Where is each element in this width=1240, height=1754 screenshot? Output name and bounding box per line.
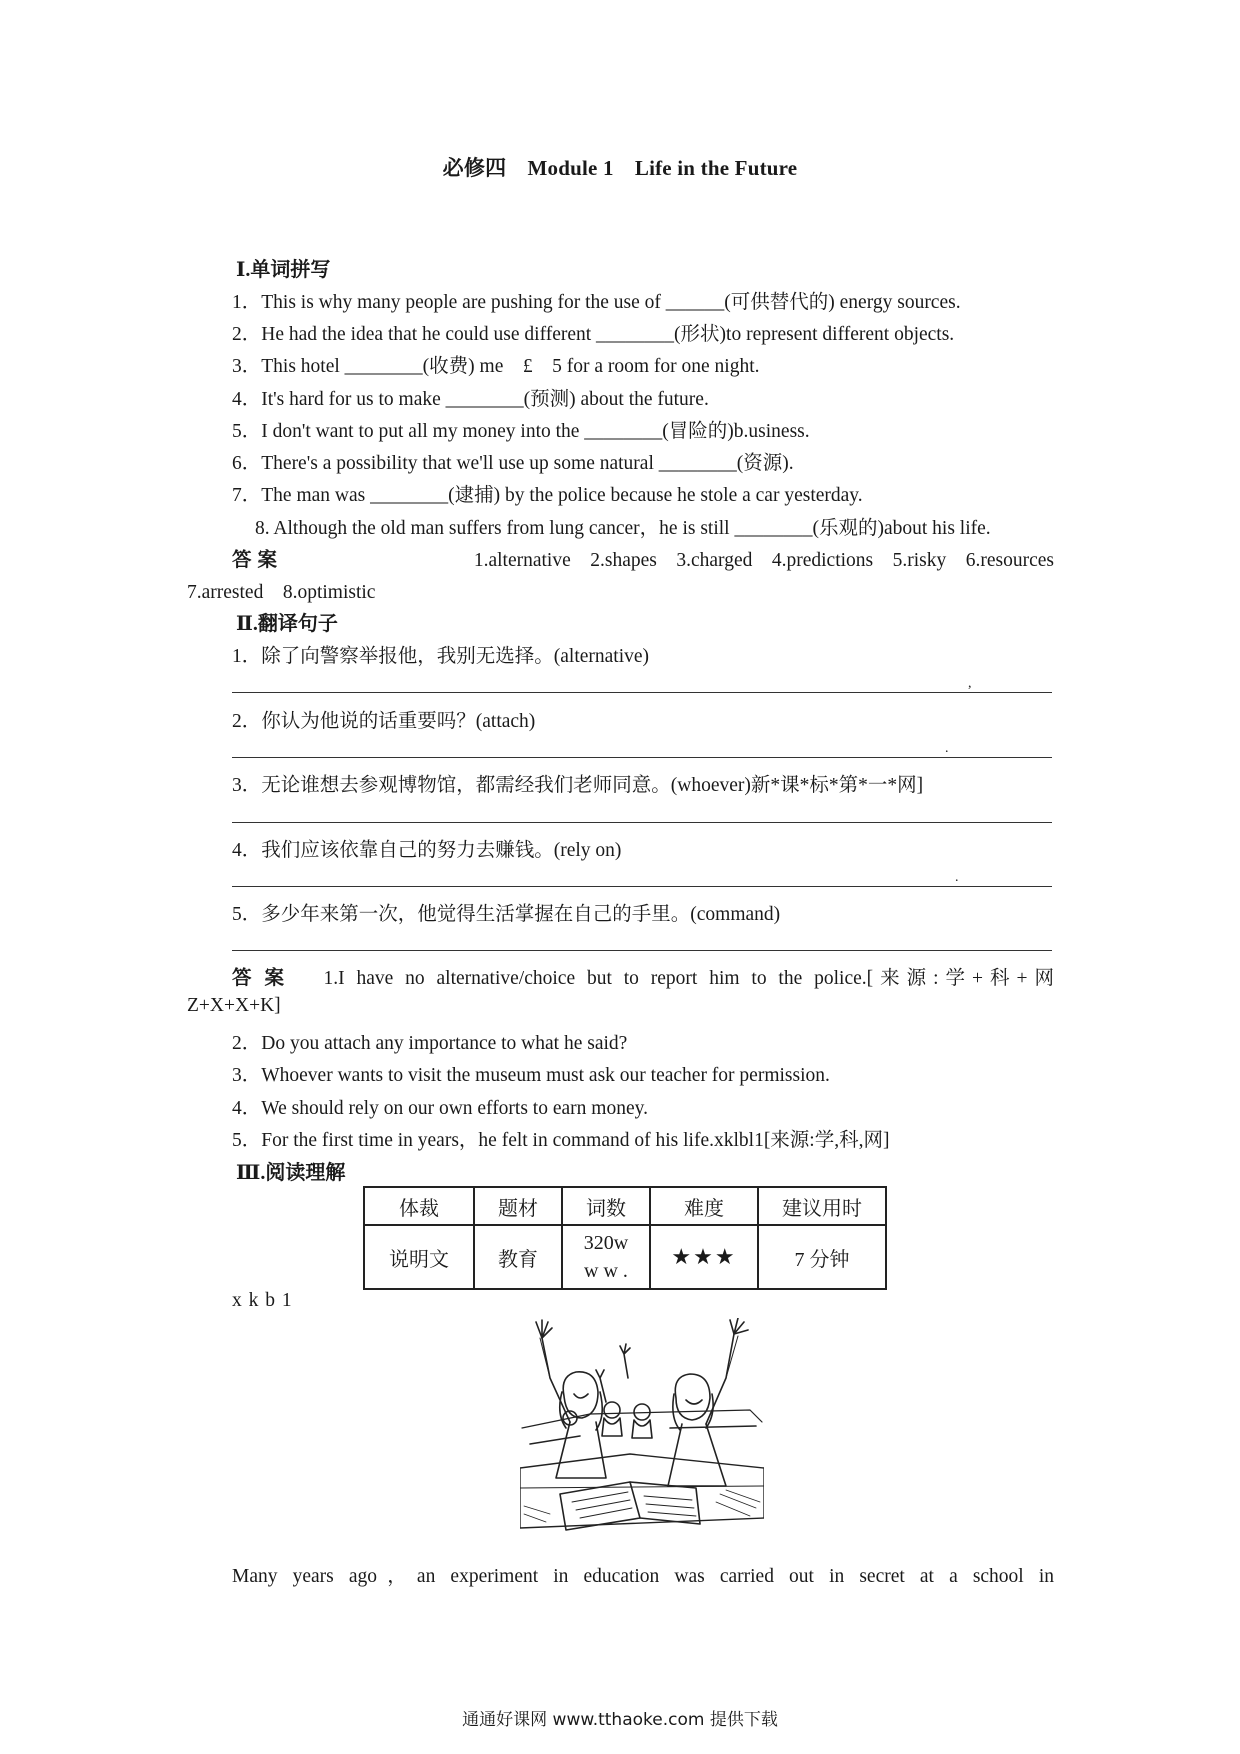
section-heading-translation: Ⅱ.翻译句子 xyxy=(236,613,338,635)
section-heading-reading: Ⅲ.阅读理解 xyxy=(236,1162,346,1184)
line-mark: . xyxy=(945,741,949,756)
spelling-item-6: 6．There's a possibility that we'll use up some natural ________(资源). xyxy=(232,453,794,474)
table-header: 建议用时 xyxy=(758,1187,886,1225)
difficulty-stars: ★★★ xyxy=(650,1225,758,1289)
word-count-cell xyxy=(562,1225,650,1289)
answer-line-1 xyxy=(232,692,1052,693)
passage-first-line: Many years ago，an experiment in education was carried out in secret at a school in xyxy=(232,1566,1054,1587)
answer-line-2 xyxy=(232,757,1052,758)
table-header: 题材 xyxy=(474,1187,562,1225)
spelling-item-7: 7．The man was ________(逮捕) by the police because he stole a car yesterday. xyxy=(232,485,863,506)
answer-line-3 xyxy=(232,822,1052,823)
word-count-value: 320w xyxy=(583,1232,629,1254)
time-cell: 7 分钟 xyxy=(758,1225,886,1289)
classroom-illustration xyxy=(520,1318,764,1536)
page-footer: 通通好课网 www.tthaoke.com 提供下载 xyxy=(462,1710,778,1730)
spelling-answer-line-2: 7.arrested 8.optimistic xyxy=(187,582,376,603)
translation-answer-1-cont: Z+X+X+K] xyxy=(187,995,281,1016)
translation-answer-3: 3．Whoever wants to visit the museum must ask our teacher for permission. xyxy=(232,1065,830,1086)
spelling-answer-line: 1.alternative 2.shapes 3.charged 4.predictions 5.risky 6.resources xyxy=(473,550,1054,571)
spelling-item-8: 8. Although the old man suffers from lung cancer，he is still ________(乐观的)about his life. xyxy=(255,518,991,539)
translation-answer-2: 2．Do you attach any importance to what he said? xyxy=(232,1033,628,1054)
spelling-answers xyxy=(232,544,1054,572)
table-header: 体裁 xyxy=(364,1187,474,1225)
reading-info-table xyxy=(363,1186,887,1290)
translation-answer-4: 4．We should rely on our own efforts to earn money. xyxy=(232,1098,648,1119)
answer-line-5 xyxy=(232,950,1052,951)
spelling-item-4: 4．It's hard for us to make ________(预测) about the future. xyxy=(232,389,709,410)
watermark-text: x k b 1 xyxy=(232,1290,293,1311)
page-title: 必修四 Module 1 Life in the Future xyxy=(442,156,798,180)
spelling-item-5: 5．I don't want to put all my money into the ________(冒险的)b.usiness. xyxy=(232,421,810,442)
line-mark: . xyxy=(955,870,959,885)
translation-item-2: 2．你认为他说的话重要吗？(attach) xyxy=(232,711,536,732)
genre-cell: 说明文 xyxy=(364,1225,474,1289)
spelling-item-3: 3．This hotel ________(收费) me £ 5 for a room for one night. xyxy=(232,356,760,377)
spelling-item-2: 2．He had the idea that he could use different ________(形状)to represent different objects. xyxy=(232,324,955,345)
translation-item-4: 4．我们应该依靠自己的努力去赚钱。(rely on) xyxy=(232,840,622,861)
answer-line-4 xyxy=(232,886,1052,887)
table-header: 难度 xyxy=(650,1187,758,1225)
table-header: 词数 xyxy=(562,1187,650,1225)
translation-answer-5: 5．For the first time in years，he felt in command of his life.xklbl1[来源:学,科,网] xyxy=(232,1130,890,1151)
translation-answer-text: 1.I have no alternative/choice but to report him to the police.[来源:学+科+网 xyxy=(323,968,1054,989)
word-count-mark: w w . xyxy=(584,1260,628,1282)
translation-item-5: 5．多少年来第一次，他觉得生活掌握在自己的手里。(command) xyxy=(232,904,781,925)
answer-label: 答案 xyxy=(232,968,297,989)
translation-answer-1 xyxy=(232,962,1054,990)
answer-label: 答案 xyxy=(232,550,284,571)
translation-item-3: 3．无论谁想去参观博物馆，都需经我们老师同意。(whoever)新*课*标*第*一*网] xyxy=(232,775,924,796)
translation-item-1: 1．除了向警察举报他，我别无选择。(alternative) xyxy=(232,646,650,667)
line-mark: , xyxy=(968,676,972,691)
spelling-item-1: 1．This is why many people are pushing for the use of ______(可供替代的) energy sources. xyxy=(232,292,961,313)
topic-cell: 教育 xyxy=(474,1225,562,1289)
section-heading-spelling: Ⅰ.单词拼写 xyxy=(236,259,331,281)
